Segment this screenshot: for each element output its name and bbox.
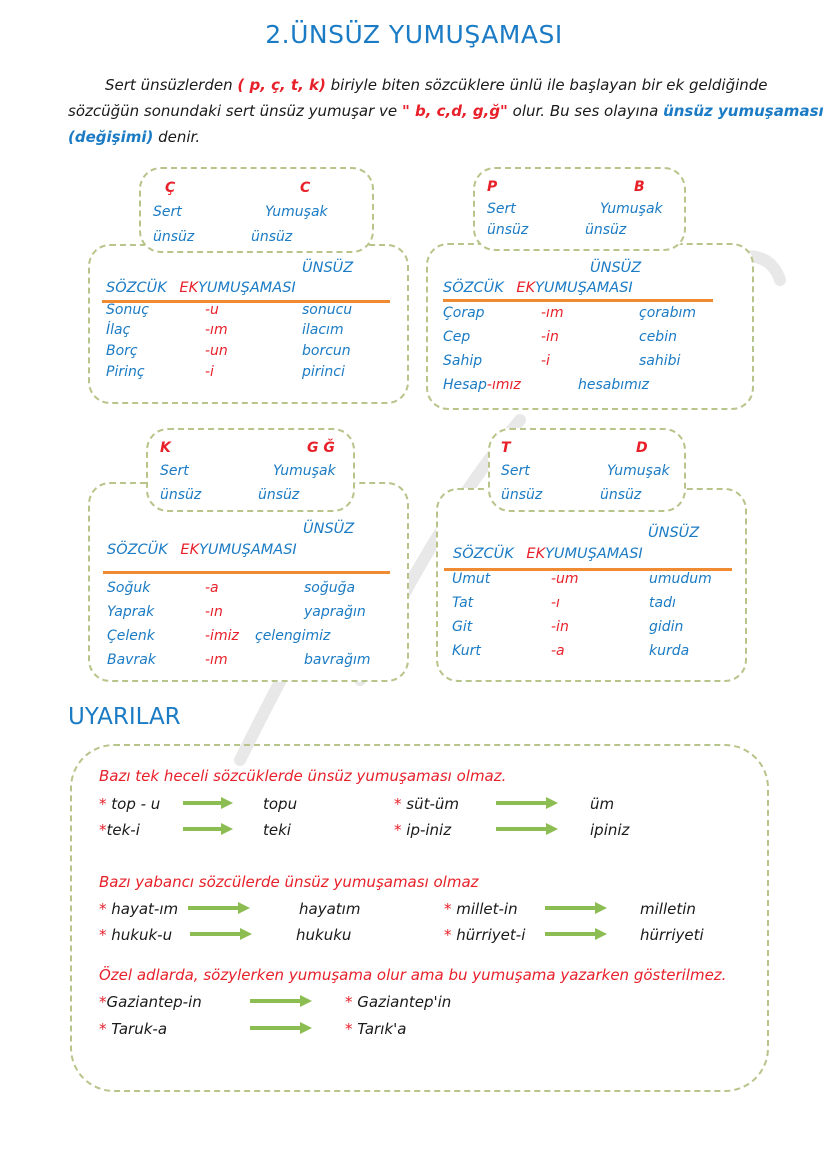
word-cell: Bavrak bbox=[107, 652, 156, 668]
column-header-ek: EK bbox=[526, 546, 546, 562]
hard-label: Sert bbox=[160, 463, 189, 479]
example-from bbox=[394, 795, 459, 813]
column-header-ek: EK bbox=[516, 280, 536, 296]
arrow-right-icon bbox=[183, 796, 233, 810]
example-text: Gaziantep'in bbox=[357, 993, 452, 1011]
example-from bbox=[394, 821, 451, 839]
column-header-sozcuk: SÖZCÜK bbox=[106, 280, 167, 296]
hard-label: ünsüz bbox=[487, 222, 529, 238]
column-header-row bbox=[107, 542, 297, 558]
example-to: milletin bbox=[640, 900, 696, 918]
soft-letter: G Ğ bbox=[307, 440, 335, 456]
example-text: Gaziantep-in bbox=[106, 993, 202, 1011]
soft-label: ünsüz bbox=[600, 487, 642, 503]
soft-label: ünsüz bbox=[585, 222, 627, 238]
hard-label: Sert bbox=[153, 204, 182, 220]
example-to: hukuku bbox=[296, 926, 352, 944]
term-highlight: (değişimi) bbox=[68, 128, 154, 146]
example-text: top - u bbox=[111, 795, 161, 813]
column-header-unsuz: ÜNSÜZ bbox=[648, 525, 700, 541]
word-cell: Sahip bbox=[443, 353, 483, 369]
intro-line-3 bbox=[68, 124, 200, 150]
arrow-right-icon bbox=[545, 901, 607, 915]
example-from bbox=[99, 795, 160, 813]
intro-text: Sert ünsüzlerden bbox=[105, 76, 238, 94]
hard-letter: K bbox=[160, 440, 171, 456]
word-cell: İlaç bbox=[106, 322, 131, 338]
hard-letter: Ç bbox=[165, 180, 176, 196]
suffix-cell: -ım bbox=[541, 305, 564, 321]
arrow-right-icon bbox=[190, 927, 252, 941]
column-header-unsuz: ÜNSÜZ bbox=[303, 521, 355, 537]
column-header-row bbox=[443, 280, 633, 296]
example-text: hürriyet-i bbox=[456, 926, 526, 944]
example-from bbox=[99, 821, 140, 839]
column-header-yumusamasi: YUMUŞAMASI bbox=[535, 280, 633, 296]
term-highlight: ünsüz yumuşaması bbox=[663, 102, 824, 120]
result-cell: ilacım bbox=[302, 322, 344, 338]
intro-text: biriyle biten sözcüklere ünlü ile başlayan bir ek geldiğinde bbox=[330, 76, 768, 94]
example-to: hürriyeti bbox=[640, 926, 704, 944]
bullet-asterisk: * bbox=[345, 993, 353, 1011]
word-cell: Borç bbox=[106, 343, 138, 359]
word-cell: Çelenk bbox=[107, 628, 155, 644]
suffix-cell: -i bbox=[541, 353, 550, 369]
column-header-sozcuk: SÖZCÜK bbox=[453, 546, 514, 562]
soft-label: Yumuşak bbox=[600, 201, 663, 217]
result-cell: borcun bbox=[302, 343, 351, 359]
example-to: ipiniz bbox=[590, 821, 630, 839]
word-cell: Kurt bbox=[452, 643, 481, 659]
word-cell bbox=[443, 377, 521, 393]
example-text: Tarık'a bbox=[357, 1020, 407, 1038]
column-header-yumusamasi: YUMUŞAMASI bbox=[199, 542, 297, 558]
bullet-asterisk: * bbox=[99, 821, 107, 839]
example-text: hukuk-u bbox=[111, 926, 173, 944]
word-cell: Tat bbox=[452, 595, 474, 611]
hard-letter: P bbox=[487, 179, 498, 195]
result-cell: çorabım bbox=[639, 305, 697, 321]
header-divider bbox=[103, 571, 390, 574]
soft-label: Yumuşak bbox=[607, 463, 670, 479]
column-header-row bbox=[453, 546, 643, 562]
soft-label: ünsüz bbox=[258, 487, 300, 503]
example-from bbox=[99, 900, 178, 918]
warning-rule: Bazı tek heceli sözcüklerde ünsüz yumuşaması olmaz. bbox=[99, 767, 507, 785]
intro-line-2 bbox=[68, 98, 824, 124]
suffix-cell: -ım bbox=[205, 322, 228, 338]
intro-line-1 bbox=[105, 72, 768, 98]
word-cell: Çorap bbox=[443, 305, 485, 321]
example-text: süt-üm bbox=[406, 795, 460, 813]
soft-label: Yumuşak bbox=[265, 204, 328, 220]
result-cell: pirinci bbox=[302, 364, 345, 380]
column-header-sozcuk: SÖZCÜK bbox=[443, 280, 504, 296]
word-cell: Soğuk bbox=[107, 580, 151, 596]
arrow-right-icon bbox=[250, 1021, 312, 1035]
result-cell: umudum bbox=[649, 571, 712, 587]
warning-rule: Bazı yabancı sözcülerde ünsüz yumuşaması olmaz bbox=[99, 873, 479, 891]
soft-letter: D bbox=[636, 440, 648, 456]
hard-label: Sert bbox=[501, 463, 530, 479]
hard-label: ünsüz bbox=[501, 487, 543, 503]
bullet-asterisk: * bbox=[345, 1020, 353, 1038]
column-header-ek: EK bbox=[179, 280, 199, 296]
soft-consonants: " b, c,d, g,ğ" bbox=[401, 102, 508, 120]
warning-rule: Özel adlarda, sözylerken yumuşama olur ama bu yumuşama yazarken gösterilmez. bbox=[99, 966, 727, 984]
soft-label: ünsüz bbox=[251, 229, 293, 245]
arrow-right-icon bbox=[496, 796, 558, 810]
column-header-ek: EK bbox=[180, 542, 200, 558]
result-cell: gidin bbox=[649, 619, 684, 635]
example-from bbox=[99, 993, 202, 1011]
card-body bbox=[88, 244, 409, 404]
word-cell: Yaprak bbox=[107, 604, 155, 620]
word-cell: Sonuç bbox=[106, 302, 149, 318]
result-cell: soğuğa bbox=[304, 580, 356, 596]
suffix-cell: -ın bbox=[205, 604, 223, 620]
result-cell: hesabımız bbox=[578, 377, 650, 393]
suffix-cell: -ı bbox=[551, 595, 560, 611]
bullet-asterisk: * bbox=[99, 993, 107, 1011]
soft-label: Yumuşak bbox=[273, 463, 336, 479]
example-to: topu bbox=[263, 795, 298, 813]
intro-text: denir. bbox=[158, 128, 201, 146]
word-cell: Pirinç bbox=[106, 364, 145, 380]
bullet-asterisk: * bbox=[394, 795, 402, 813]
example-from bbox=[444, 900, 518, 918]
hard-label: ünsüz bbox=[160, 487, 202, 503]
result-cell: çelengimiz bbox=[255, 628, 331, 644]
arrow-right-icon bbox=[545, 927, 607, 941]
example-to bbox=[345, 993, 451, 1011]
bullet-asterisk: * bbox=[99, 926, 107, 944]
word-text: Hesap bbox=[443, 377, 487, 393]
result-cell: tadı bbox=[649, 595, 676, 611]
suffix-cell: -um bbox=[551, 571, 579, 587]
example-text: hayat-ım bbox=[111, 900, 179, 918]
example-text: tek-i bbox=[106, 821, 140, 839]
word-cell: Umut bbox=[452, 571, 491, 587]
column-header-unsuz: ÜNSÜZ bbox=[302, 260, 354, 276]
bullet-asterisk: * bbox=[99, 900, 107, 918]
example-from bbox=[99, 926, 172, 944]
suffix-cell: -in bbox=[551, 619, 569, 635]
word-cell: Git bbox=[452, 619, 473, 635]
suffix-cell: -un bbox=[205, 343, 228, 359]
column-header-yumusamasi: YUMUŞAMASI bbox=[545, 546, 643, 562]
bullet-asterisk: * bbox=[394, 821, 402, 839]
intro-text: olur. Bu ses olayına bbox=[512, 102, 664, 120]
suffix-cell: -a bbox=[551, 643, 565, 659]
bullet-asterisk: * bbox=[99, 1020, 107, 1038]
bullet-asterisk: * bbox=[444, 926, 452, 944]
column-header-unsuz: ÜNSÜZ bbox=[590, 260, 642, 276]
result-cell: sahibi bbox=[639, 353, 681, 369]
hard-consonants: ( p, ç, t, k) bbox=[237, 76, 326, 94]
example-from bbox=[99, 1020, 167, 1038]
suffix-cell: -ım bbox=[205, 652, 228, 668]
example-from bbox=[444, 926, 525, 944]
column-header-sozcuk: SÖZCÜK bbox=[107, 542, 168, 558]
result-cell: kurda bbox=[649, 643, 690, 659]
example-to: teki bbox=[263, 821, 291, 839]
column-header-yumusamasi: YUMUŞAMASI bbox=[198, 280, 296, 296]
suffix-cell: -in bbox=[541, 329, 559, 345]
example-to: üm bbox=[590, 795, 615, 813]
result-cell: bavrağım bbox=[304, 652, 371, 668]
arrow-right-icon bbox=[496, 822, 558, 836]
example-text: millet-in bbox=[456, 900, 518, 918]
arrow-right-icon bbox=[188, 901, 250, 915]
example-to bbox=[345, 1020, 406, 1038]
arrow-right-icon bbox=[250, 994, 312, 1008]
page-title: 2.ÜNSÜZ YUMUŞAMASI bbox=[265, 20, 563, 49]
bullet-asterisk: * bbox=[444, 900, 452, 918]
word-cell: Cep bbox=[443, 329, 471, 345]
warnings-heading: UYARILAR bbox=[68, 704, 181, 730]
result-cell: cebin bbox=[639, 329, 677, 345]
suffix-cell: -u bbox=[205, 302, 219, 318]
header-divider bbox=[443, 299, 713, 302]
column-header-row bbox=[106, 280, 296, 296]
hard-label: ünsüz bbox=[153, 229, 195, 245]
suffix-cell: -ımız bbox=[486, 377, 521, 393]
intro-text: sözcüğün sonundaki sert ünsüz yumuşar ve bbox=[68, 102, 402, 120]
suffix-cell: -i bbox=[205, 364, 214, 380]
hard-label: Sert bbox=[487, 201, 516, 217]
suffix-cell: -a bbox=[205, 580, 219, 596]
hard-letter: T bbox=[501, 440, 511, 456]
bullet-asterisk: * bbox=[99, 795, 107, 813]
soft-letter: B bbox=[634, 179, 645, 195]
result-cell: yaprağın bbox=[304, 604, 366, 620]
result-cell: sonucu bbox=[302, 302, 353, 318]
example-text: ip-iniz bbox=[406, 821, 452, 839]
example-to: hayatım bbox=[299, 900, 361, 918]
example-text: Taruk-a bbox=[111, 1020, 168, 1038]
suffix-cell: -imiz bbox=[205, 628, 239, 644]
arrow-right-icon bbox=[183, 822, 233, 836]
soft-letter: C bbox=[300, 180, 311, 196]
